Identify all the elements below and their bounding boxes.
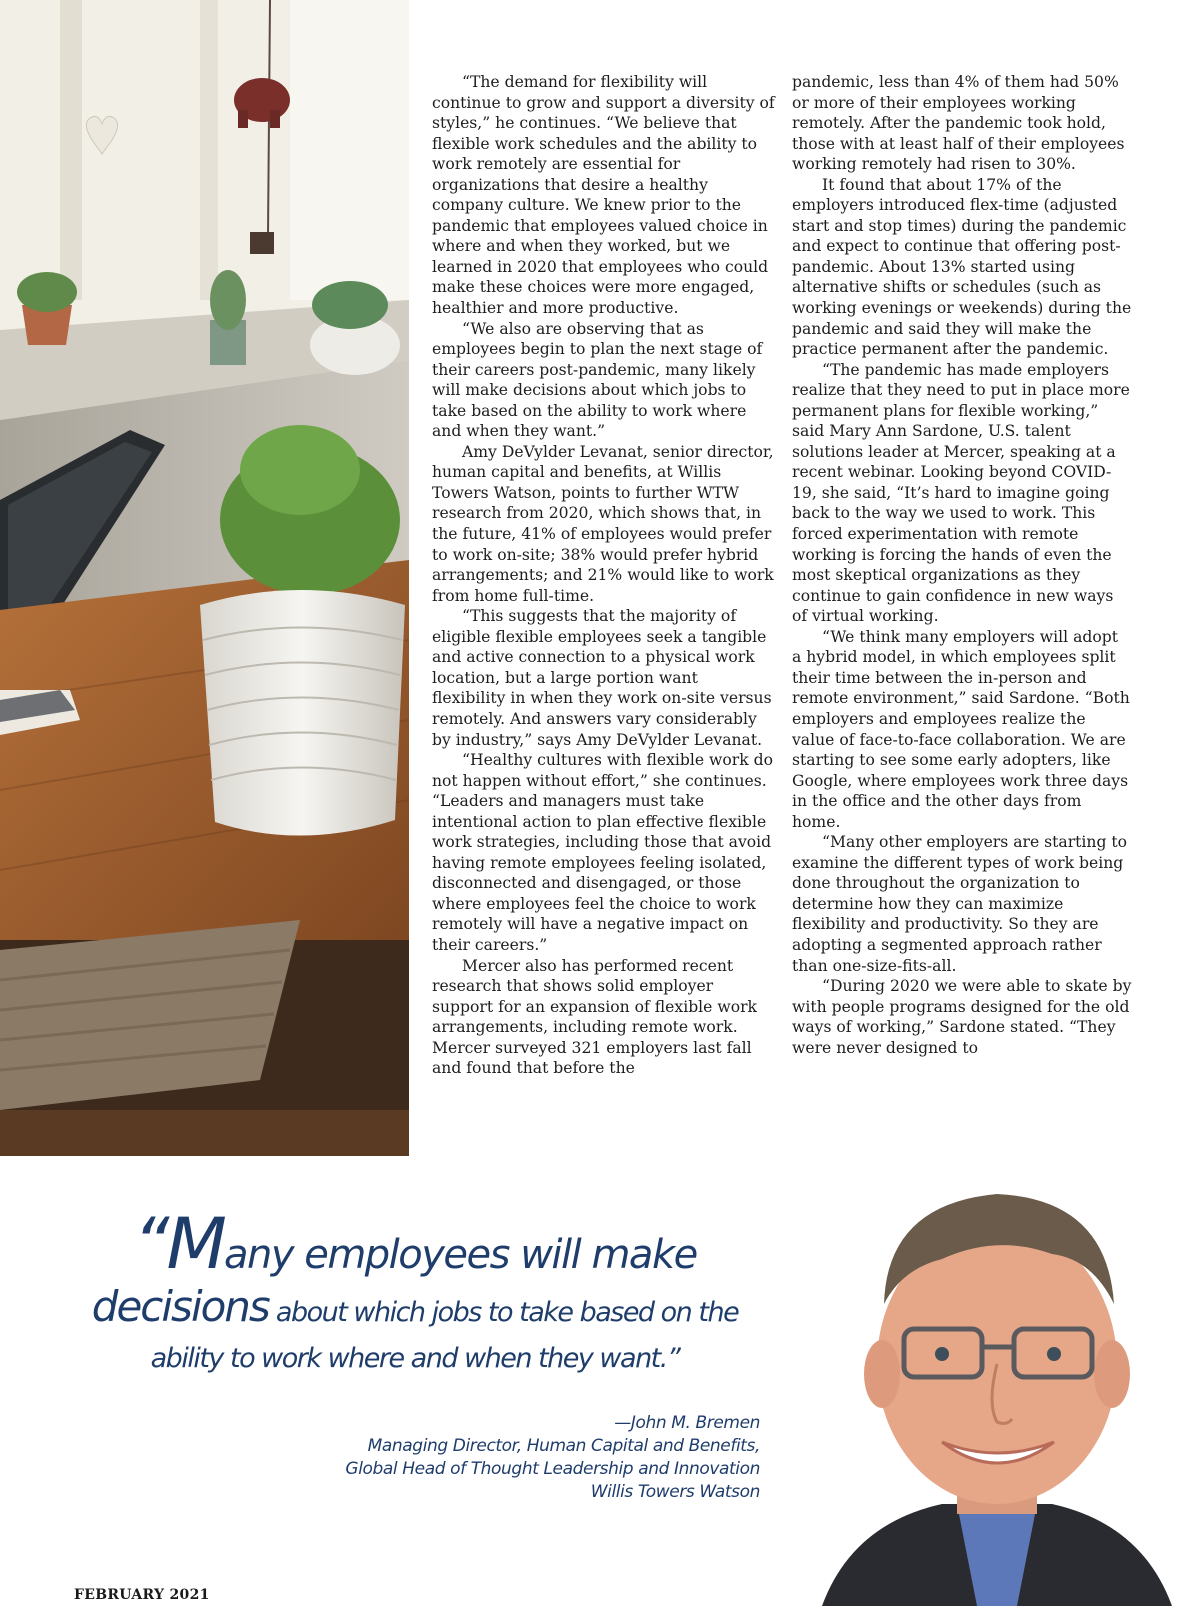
issue-date-footer: FEBRUARY 2021 — [74, 1587, 210, 1603]
attribution-title-2: Global Head of Thought Leadership and Innovation — [345, 1459, 760, 1479]
article-paragraph: Mercer also has performed recent research that shows solid employer support for an expansion of flexible work arrangements, including remote work. Mercer surveyed 321 employers last fall and found that before the — [432, 956, 757, 1078]
attribution-company: Willis Towers Watson — [590, 1482, 760, 1502]
pull-quote-line-2-text: about which jobs to take based on the — [268, 1297, 739, 1328]
article-paragraph: It found that about 17% of the employers introduced flex-time (adjusted start and stop times) during the pandemic and expect to continue that offering post-pandemic. About 13% started using alternative shifts or schedules (such as working evenings or weekends) during the pandemic and said they will make the practice permanent after the pandemic. — [792, 175, 1132, 359]
pull-quote-line-1-text: any employees will make — [223, 1232, 697, 1278]
article-column-2 — [792, 72, 1132, 1164]
article-paragraph: “During 2020 we were able to skate by with people programs designed for the old ways of working,” Sardone stated. “They were never designed to — [792, 977, 1132, 1057]
pull-quote-initial: “M — [133, 1203, 224, 1285]
article-paragraph: pandemic, less than 4% of them had 50% or more of their employees working remotely. After the pandemic took hold, those with at least half of their employees working remotely had risen to 30%. — [792, 73, 1125, 174]
article-column-1 — [432, 72, 776, 1164]
pull-quote-line-2 — [70, 1283, 760, 1337]
pull-quote-line-1 — [70, 1203, 760, 1285]
article-paragraph: “Many other employers are starting to examine the different types of work being done throughout the organization to determine how they can maximize flexibility and productivity. So they are adopting a segmented approach rather than one-size-fits-all. — [792, 833, 1128, 975]
pull-quote-emphasis: decisions — [91, 1282, 269, 1331]
attribution-title-1: Managing Director, Human Capital and Benefits, — [367, 1436, 760, 1456]
article-paragraph: “We also are observing that as employees begin to plan the next stage of their careers post-pandemic, many likely will make decisions about which jobs to take based on the ability to work where and when they want.” — [432, 319, 763, 441]
quote-attribution — [260, 1412, 760, 1504]
article-paragraph: Amy DeVylder Levanat, senior director, human capital and benefits, at Willis Towers Watson, points to further WTW research from 2020, which shows that, in the future, 41% of employees would prefer to work on-site; 38% would prefer hybrid arrangements; and 21% would like to work from home full-time. — [432, 442, 774, 605]
article-paragraph: “Healthy cultures with flexible work do not happen without effort,” she continues. “Leaders and managers must take intentional action to plan effective flexible work strategies, including those that avoid having remote employees feeling isolated, disconnected and disengaged, or those where employees feel the choice to work remotely will have a negative impact on their careers.” — [432, 751, 774, 954]
article-paragraph: “This suggests that the majority of eligible flexible employees seek a tangible and active connection to a physical work location, but a large portion want flexibility in when they work on-site versus remotely. And answers vary considerably by industry,” says Amy DeVylder Levanat. — [432, 607, 772, 749]
article-paragraph: “The demand for flexibility will continue to grow and support a diversity of styles,” he continues. “We believe that flexible work schedules and the ability to work remotely are essential for organizations that desire a healthy company culture. We knew prior to the pandemic that employees valued choice in where and when they worked, but we learned in 2020 that employees who could make these choices were more engaged, healthier and more productive. — [432, 73, 775, 318]
pull-quote — [70, 1203, 760, 1381]
man-portrait-photo — [792, 1164, 1200, 1606]
article-paragraph: “The pandemic has made employers realize that they need to put in place more permanent plans for flexible working,” said Mary Ann Sardone, U.S. talent solutions leader at Mercer, speaking at a recent webinar. Looking beyond COVID-19, she said, “It’s hard to imagine going back to the way we used to work. This forced experimentation with remote working is forcing the hands of even the most skeptical organizations as they continue to gain confidence in new ways of virtual working. — [792, 360, 1130, 626]
office-desk-photo — [0, 0, 409, 1156]
pull-quote-line-3: ability to work where and when they want.” — [150, 1343, 680, 1374]
article-paragraph: “We think many employers will adopt a hybrid model, in which employees split their time between the in-person and remote environment,” said Sardone. “Both employers and employees realize the value of face-to-face collaboration. We are starting to see some early adopters, like Google, where employees work three days in the office and the other days from home. — [792, 627, 1130, 831]
attribution-name: —John M. Bremen — [614, 1413, 760, 1433]
